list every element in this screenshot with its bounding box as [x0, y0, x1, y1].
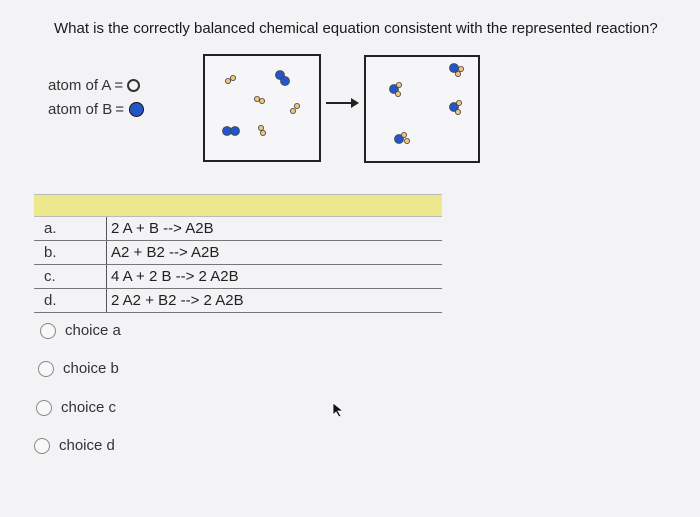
reactants-box [203, 54, 321, 162]
atom-a-label: atom of A [48, 76, 112, 94]
table-row [34, 217, 442, 241]
products-box [364, 55, 480, 163]
a2-molecule [254, 96, 264, 103]
a2b-molecule [390, 82, 402, 96]
row-label: d. [44, 292, 57, 309]
a2-molecule [225, 75, 235, 83]
b2-molecule [223, 127, 240, 136]
equation-table [34, 194, 442, 313]
atom-a-icon [127, 79, 140, 92]
atom-b-label: atom of B [48, 100, 113, 118]
equals-sign: = [114, 76, 124, 94]
row-label: b. [44, 244, 57, 261]
table-row [34, 289, 442, 313]
a2b-molecule [395, 132, 410, 143]
row-equation: 4 A + 2 B --> 2 A2B [106, 265, 442, 288]
question-text: What is the correctly balanced chemical equation consistent with the represented reaction? [54, 20, 658, 37]
choice-a-label: choice a [65, 322, 121, 339]
choice-c-label: choice c [61, 399, 117, 416]
a2b-molecule [450, 64, 464, 77]
atom-b-icon [129, 102, 144, 117]
row-equation: 2 A + B --> A2B [106, 217, 442, 240]
table-row [34, 241, 442, 265]
choice-b-label: choice b [63, 360, 119, 377]
equals-sign: = [115, 100, 124, 118]
mouse-pointer-icon [331, 402, 345, 423]
choice-c-radio[interactable] [36, 400, 52, 416]
a2-molecule [290, 103, 299, 113]
choice-a-option[interactable] [40, 322, 121, 339]
table-row [34, 265, 442, 289]
arrow-right-icon [324, 96, 360, 115]
table-header [34, 194, 442, 217]
a2-molecule [258, 125, 265, 135]
a2b-molecule [450, 100, 462, 114]
legend-row-atom-a [48, 73, 144, 97]
b2-molecule [276, 71, 290, 86]
row-label: c. [44, 268, 56, 285]
choice-b-option[interactable] [38, 360, 119, 377]
choice-d-label: choice d [59, 437, 115, 454]
choice-a-radio[interactable] [40, 323, 56, 339]
products-diagram [366, 57, 478, 161]
choice-d-radio[interactable] [34, 438, 50, 454]
atom-legend [48, 73, 144, 121]
choice-d-option[interactable] [34, 437, 115, 454]
row-equation: A2 + B2 --> A2B [106, 241, 442, 264]
choice-c-option[interactable] [36, 399, 116, 416]
legend-row-atom-b [48, 97, 144, 121]
row-label: a. [44, 220, 57, 237]
reactants-diagram [205, 56, 319, 160]
choice-b-radio[interactable] [38, 361, 54, 377]
row-equation: 2 A2 + B2 --> 2 A2B [106, 289, 442, 312]
